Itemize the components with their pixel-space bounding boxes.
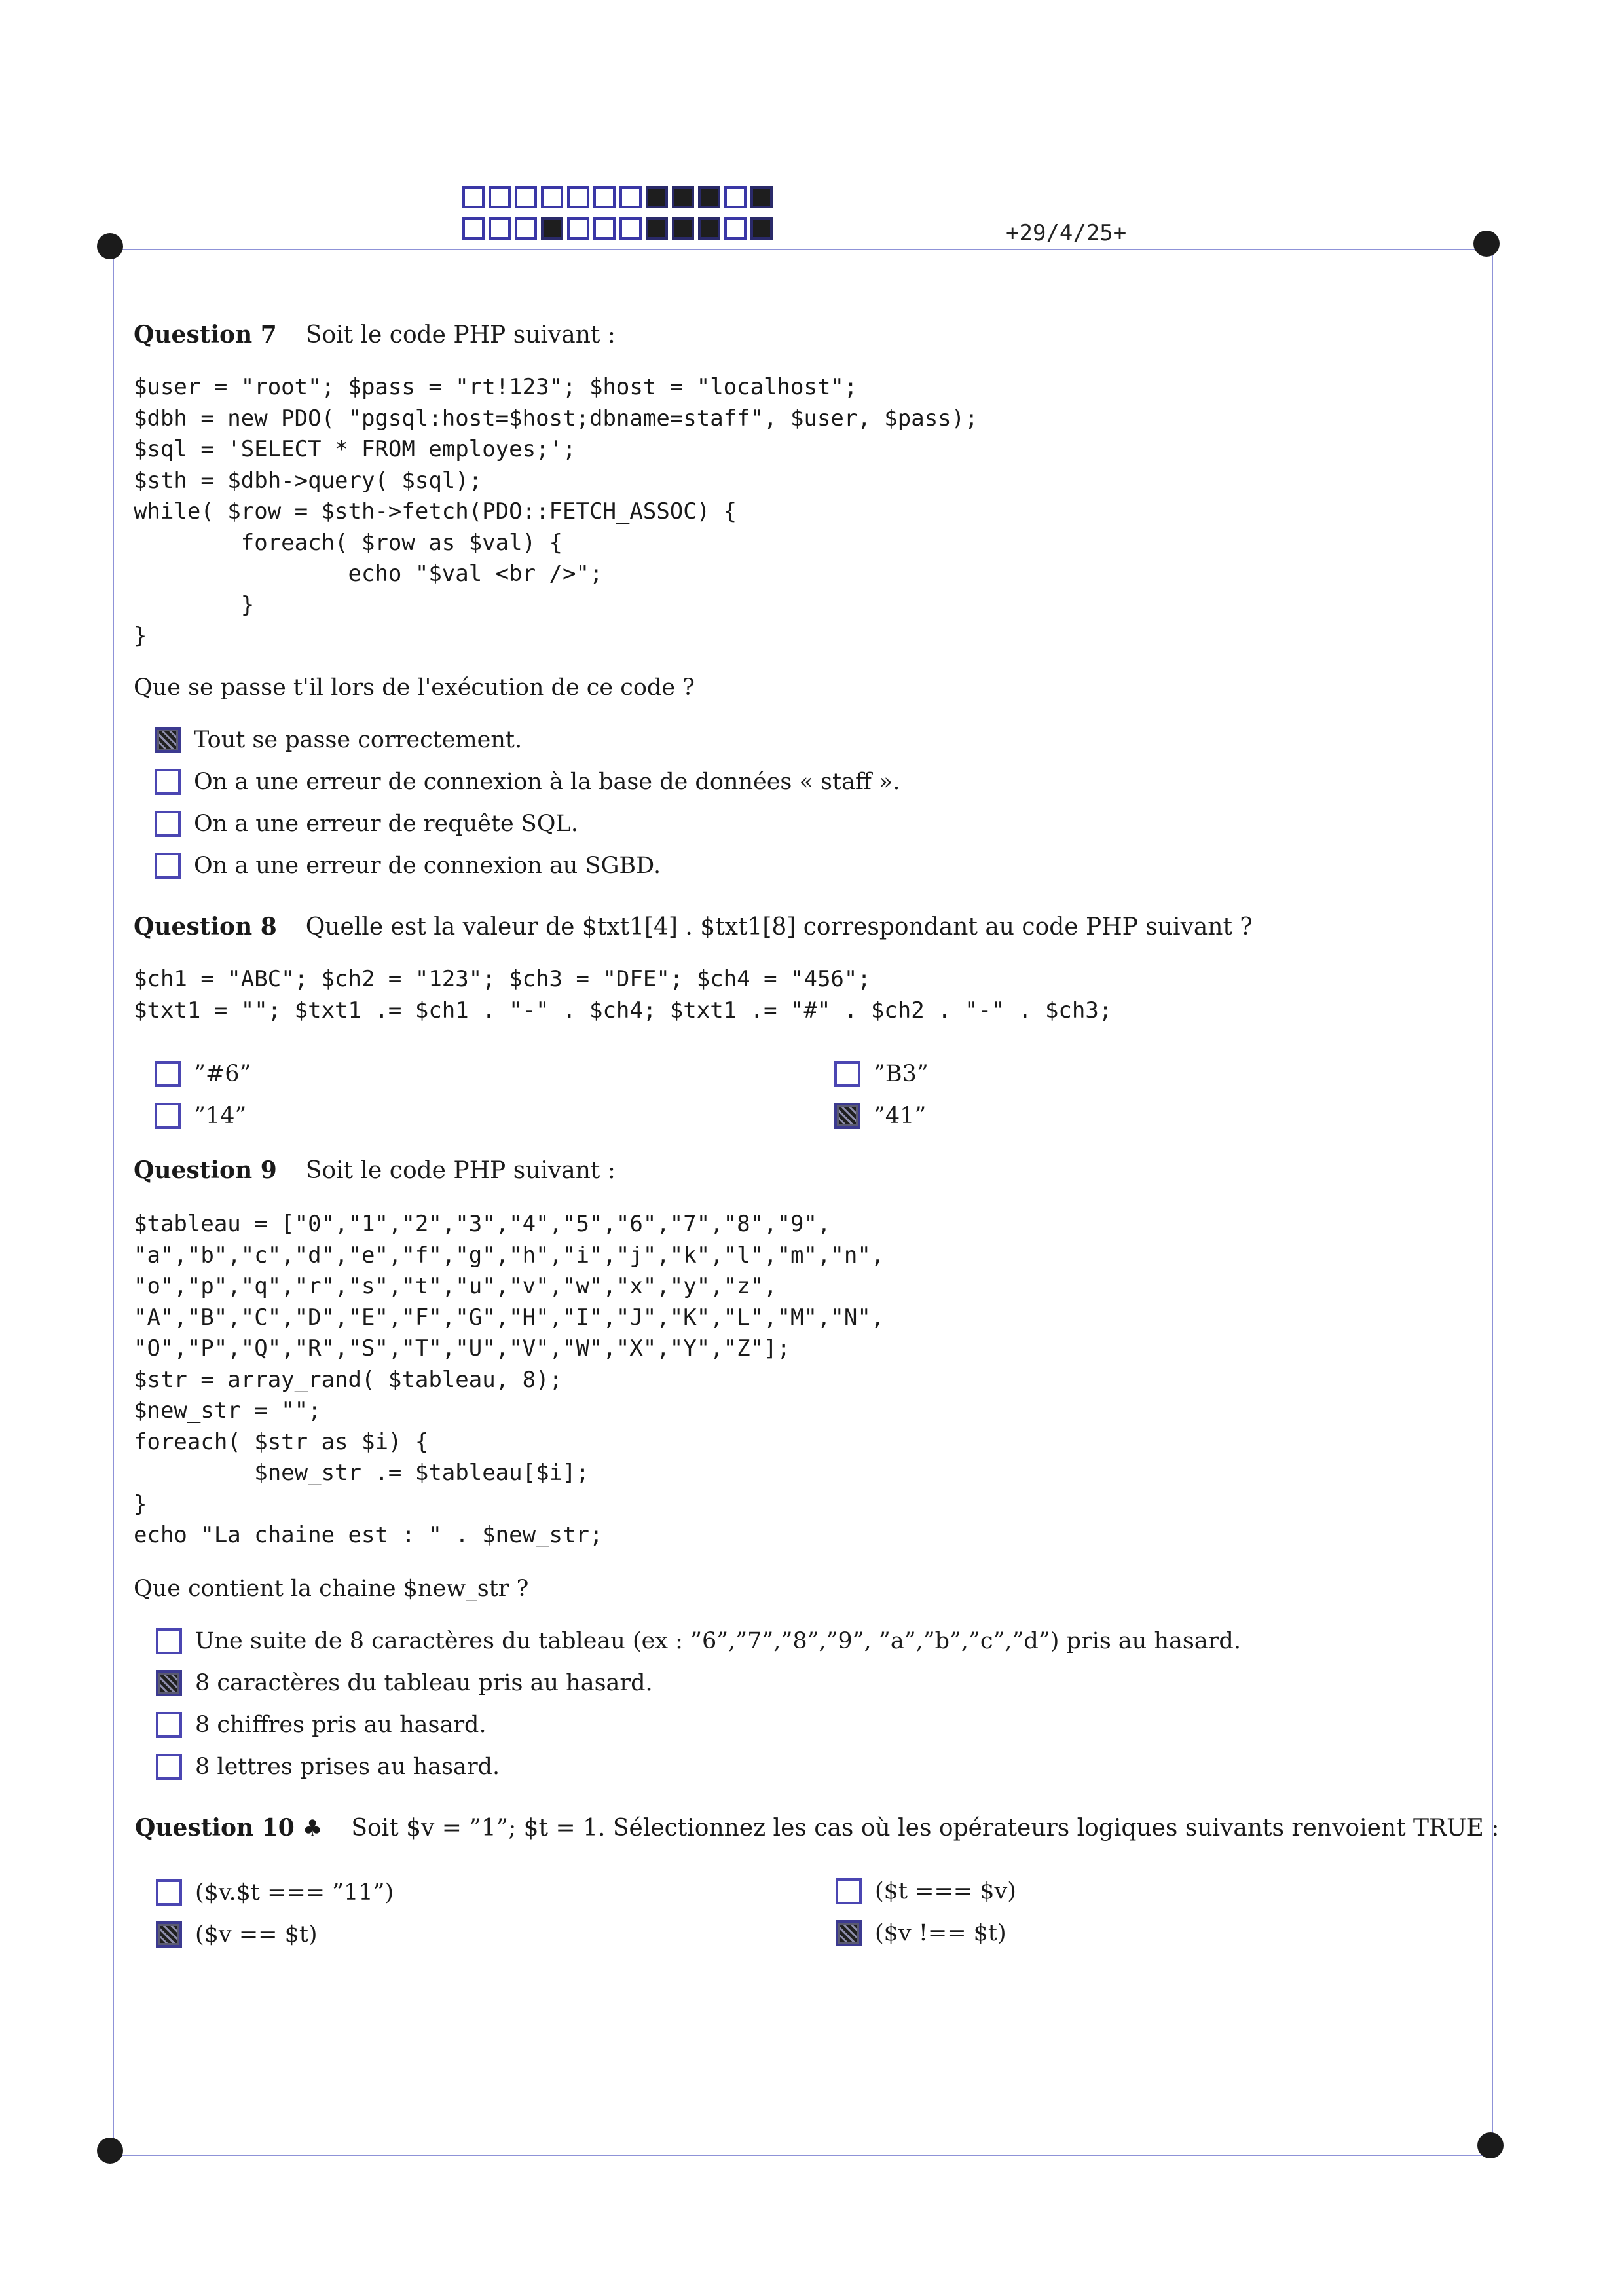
q8-option-2[interactable] xyxy=(155,1103,246,1129)
question-9-prompt: Que contient la chaine $new_str ? xyxy=(134,1576,529,1602)
barcode-cell xyxy=(462,217,485,240)
q7-option-2[interactable] xyxy=(155,769,900,795)
barcode-cell xyxy=(750,186,773,208)
checkbox[interactable] xyxy=(156,1879,182,1906)
q10-option-2[interactable] xyxy=(156,1921,318,1948)
barcode-cell xyxy=(593,186,616,208)
q10-option-4[interactable] xyxy=(836,1920,1006,1946)
option-label: Tout se passe correctement. xyxy=(194,727,523,753)
question-9-title xyxy=(134,1157,616,1184)
barcode-cell xyxy=(724,217,747,240)
barcode-cell xyxy=(646,186,668,208)
option-label: ”#6” xyxy=(194,1061,251,1087)
barcode-cell xyxy=(750,217,773,240)
option-label: ($v == $t) xyxy=(195,1921,318,1948)
checkbox[interactable] xyxy=(155,1061,181,1087)
corner-mark-bottom-left xyxy=(97,2138,123,2164)
question-7-prompt: Que se passe t'il lors de l'exécution de ce code ? xyxy=(134,675,695,701)
checkbox[interactable] xyxy=(156,1754,182,1780)
barcode-row-2 xyxy=(462,217,773,240)
checkbox[interactable] xyxy=(834,1103,860,1129)
checkbox[interactable] xyxy=(155,727,181,753)
page-id: +29/4/25+ xyxy=(1006,220,1127,246)
checkbox[interactable] xyxy=(155,811,181,837)
barcode-cell xyxy=(672,217,694,240)
barcode-cell xyxy=(672,186,694,208)
barcode-cell xyxy=(462,186,485,208)
option-label: ($v.$t === ”11”) xyxy=(195,1879,394,1906)
barcode-cell xyxy=(541,217,563,240)
option-label: 8 lettres prises au hasard. xyxy=(195,1754,500,1780)
option-label: ”41” xyxy=(874,1103,927,1129)
question-label: Question 9 xyxy=(134,1157,277,1184)
barcode-row-1 xyxy=(462,186,773,208)
barcode-cell xyxy=(541,186,563,208)
question-8-title xyxy=(134,913,1253,940)
option-label: 8 caractères du tableau pris au hasard. xyxy=(195,1670,653,1696)
checkbox[interactable] xyxy=(155,1103,181,1129)
q7-option-4[interactable] xyxy=(155,853,661,879)
question-label: Question 7 xyxy=(134,321,277,348)
question-label: Question 10 xyxy=(135,1814,295,1842)
option-label: 8 chiffres pris au hasard. xyxy=(195,1712,487,1738)
option-label: ”14” xyxy=(194,1103,247,1129)
question-text: Soit le code PHP suivant : xyxy=(305,322,616,348)
checkbox[interactable] xyxy=(836,1920,862,1946)
q9-option-2[interactable] xyxy=(156,1670,653,1696)
q7-option-1[interactable] xyxy=(155,727,522,753)
barcode-cell xyxy=(619,186,642,208)
option-label: On a une erreur de requête SQL. xyxy=(194,811,578,837)
option-label: On a une erreur de connexion à la base de données « staff ». xyxy=(194,769,900,795)
checkbox[interactable] xyxy=(156,1670,182,1696)
barcode-cell xyxy=(646,217,668,240)
checkbox[interactable] xyxy=(155,769,181,795)
barcode-cell xyxy=(567,217,589,240)
option-label: ($v !== $t) xyxy=(875,1920,1006,1946)
corner-mark-bottom-right xyxy=(1477,2132,1504,2158)
option-label: On a une erreur de connexion au SGBD. xyxy=(194,853,661,879)
q9-option-1[interactable] xyxy=(156,1628,1241,1654)
question-7-code: $user = "root"; $pass = "rt!123"; $host = "localhost"; $dbh = new PDO( "pgsql:host=$host;dbname=staff", $user, $pass); $sql = 'SELECT * FROM employes;'; $sth = $dbh->query( $sql); while( $row = $sth->fetch(PDO::FETCH_ASSOC) { foreach( $row as $val) { echo "$val <br />"; } } xyxy=(134,374,978,649)
q7-option-3[interactable] xyxy=(155,811,578,837)
option-label: ”B3” xyxy=(874,1061,929,1087)
barcode-cell xyxy=(698,186,720,208)
question-7-title xyxy=(134,321,616,348)
barcode-cell xyxy=(698,217,720,240)
checkbox[interactable] xyxy=(834,1061,860,1087)
barcode-cell xyxy=(593,217,616,240)
checkbox[interactable] xyxy=(836,1878,862,1904)
q9-option-4[interactable] xyxy=(156,1754,500,1780)
corner-mark-top-right xyxy=(1473,231,1500,257)
question-text: Soit $v = ”1”; $t = 1. Sélectionnez les cas où les opérateurs logiques suivants renvoient TRUE : xyxy=(351,1815,1500,1842)
checkbox[interactable] xyxy=(156,1921,182,1948)
q8-option-3[interactable] xyxy=(834,1061,929,1087)
barcode-cell xyxy=(489,186,511,208)
question-8-code: $ch1 = "ABC"; $ch2 = "123"; $ch3 = "DFE"; $ch4 = "456"; $txt1 = ""; $txt1 .= $ch1 . "-" . $ch4; $txt1 .= "#" . $ch2 . "-" . $ch3; xyxy=(134,966,1113,1024)
barcode-cell xyxy=(724,186,747,208)
option-label: Une suite de 8 caractères du tableau (ex : ”6”,”7”,”8”,”9”, ”a”,”b”,”c”,”d”) pris au hasard. xyxy=(195,1628,1241,1654)
barcode-cell xyxy=(567,186,589,208)
checkbox[interactable] xyxy=(156,1628,182,1654)
barcode-cell xyxy=(489,217,511,240)
barcode-cell xyxy=(515,217,537,240)
club-icon: ♣ xyxy=(302,1815,323,1842)
question-label: Question 8 xyxy=(134,913,277,940)
question-text: Soit le code PHP suivant : xyxy=(305,1157,616,1184)
barcode-cell xyxy=(619,217,642,240)
q8-option-4[interactable] xyxy=(834,1103,926,1129)
checkbox[interactable] xyxy=(155,853,181,879)
question-9-code: $tableau = ["0","1","2","3","4","5","6","7","8","9", "a","b","c","d","e","f","g","h","i","j","k","l","m","n", "o","p","q","r","s","t","u","v","w","x","y","z", "A","B","C","D","E","F","G","H","I","J","K","L","M","N", "O","P","Q","R","S","T","U","V","W","X","Y","Z"]; $str = array_rand( $tableau, 8); $new_str = ""; foreach( $str as $i) { $new_str .= $tableau[$i]; } echo "La chaine est : " . $new_str; xyxy=(134,1211,885,1548)
q8-option-1[interactable] xyxy=(155,1061,251,1087)
question-10-title xyxy=(135,1814,1499,1842)
q10-option-3[interactable] xyxy=(836,1878,1016,1904)
q10-option-1[interactable] xyxy=(156,1879,394,1906)
option-label: ($t === $v) xyxy=(875,1878,1016,1904)
barcode-cell xyxy=(515,186,537,208)
corner-mark-top-left xyxy=(97,233,123,259)
q9-option-3[interactable] xyxy=(156,1712,487,1738)
checkbox[interactable] xyxy=(156,1712,182,1738)
question-text: Quelle est la valeur de $txt1[4] . $txt1[8] correspondant au code PHP suivant ? xyxy=(305,914,1253,940)
